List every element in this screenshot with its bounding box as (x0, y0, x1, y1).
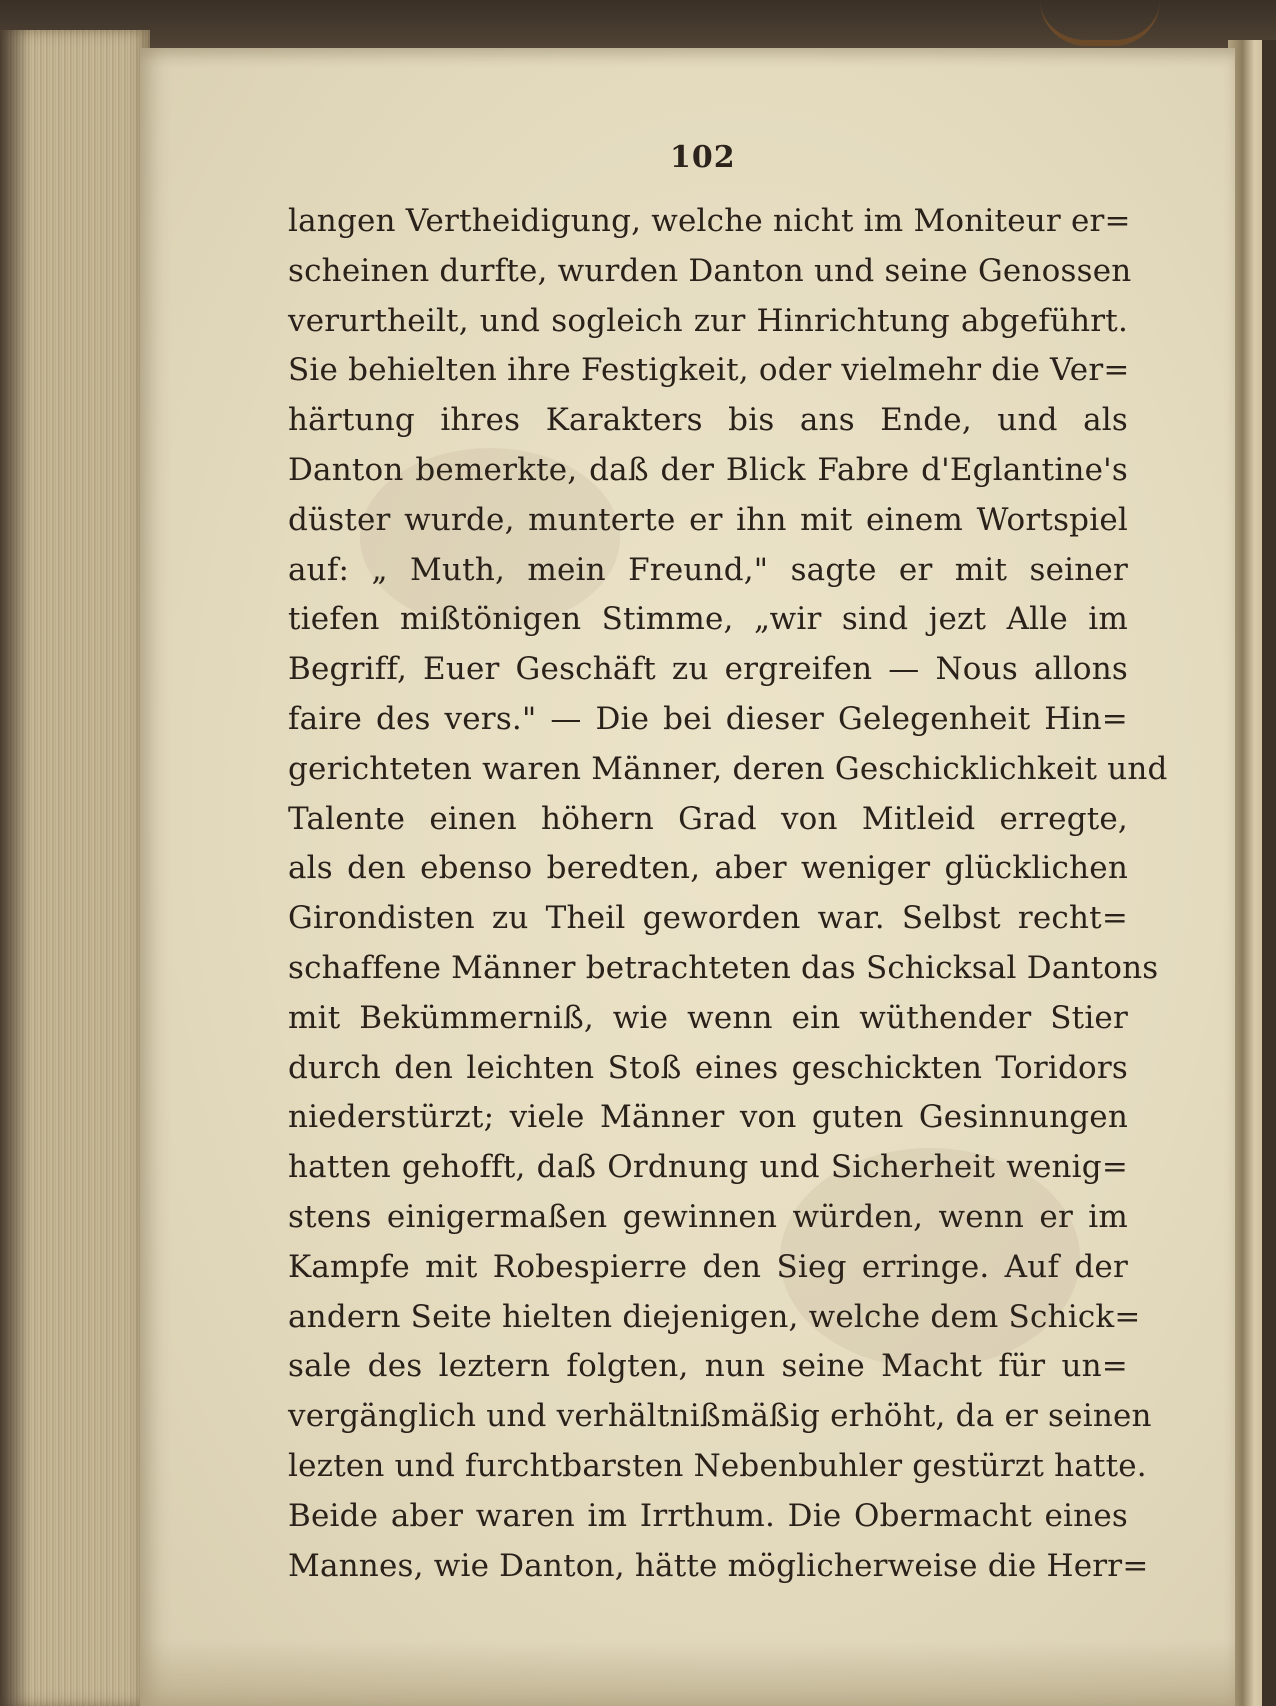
text-line: düster wurde, munterte er ihn mit einem Wortspiel (288, 501, 1128, 538)
text-line: faire des vers." — Die bei dieser Gelegenheit Hin= (288, 700, 1128, 737)
text-line: schaffene Männer betrachteten das Schicksal Dantons (288, 949, 1159, 986)
stack-shadow (0, 30, 30, 1706)
text-line: Mannes, wie Danton, hätte möglicherweise die Herr= (288, 1547, 1149, 1584)
text-line: auf: „ Muth, mein Freund," sagte er mit seiner (288, 551, 1128, 588)
text-line: mit Bekümmerniß, wie wenn ein wüthender Stier (288, 999, 1128, 1036)
text-line: stens einigermaßen gewinnen würden, wenn er im (288, 1198, 1128, 1235)
text-line: Danton bemerkte, daß der Blick Fabre d'Eglantine's (288, 451, 1128, 488)
text-line: sale des leztern folgten, nun seine Macht für un= (288, 1348, 1128, 1385)
text-line: durch den leichten Stoß eines geschickten Toridors (288, 1049, 1128, 1086)
body-text (288, 197, 1168, 1591)
text-line: andern Seite hielten diejenigen, welche dem Schick= (288, 1298, 1141, 1335)
text-line: Girondisten zu Theil geworden war. Selbst recht= (288, 900, 1128, 937)
text-line: niederstürzt; viele Männer von guten Gesinnungen (288, 1099, 1128, 1136)
text-line: lezten und furchtbarsten Nebenbuhler gestürzt hatte. (288, 1447, 1147, 1484)
text-line: scheinen durfte, wurden Danton und seine Genossen (288, 252, 1132, 289)
text-line: als den ebenso beredten, aber weniger glücklichen (288, 850, 1128, 887)
right-cover-edge (1262, 40, 1276, 1706)
text-line: härtung ihres Karakters bis ans Ende, und als (288, 402, 1128, 439)
page-number: 102 (670, 140, 736, 175)
text-line: hatten gehofft, daß Ordnung und Sicherheit wenig= (288, 1149, 1128, 1186)
text-line: tiefen mißtönigen Stimme, „wir sind jezt Alle im (288, 601, 1128, 638)
text-line: Begriff, Euer Geschäft zu ergreifen — Nous allons (288, 651, 1128, 688)
page-bottom-shadow (140, 1640, 1235, 1706)
text-line: langen Vertheidigung, welche nicht im Moniteur er= (288, 203, 1131, 239)
text-line: Beide aber waren im Irrthum. Die Obermacht eines (288, 1497, 1128, 1534)
text-line: Kampfe mit Robespierre den Sieg erringe. Auf der (288, 1248, 1128, 1285)
text-line: verurtheilt, und sogleich zur Hinrichtung abgeführt. (288, 302, 1128, 339)
text-line: vergänglich und verhältnißmäßig erhöht, da er seinen (288, 1398, 1152, 1435)
text-line: Talente einen höhern Grad von Mitleid erregte, (288, 800, 1128, 837)
text-line: Sie behielten ihre Festigkeit, oder vielmehr die Ver= (288, 352, 1130, 389)
text-line: gerichteten waren Männer, deren Geschicklichkeit und (288, 750, 1168, 787)
